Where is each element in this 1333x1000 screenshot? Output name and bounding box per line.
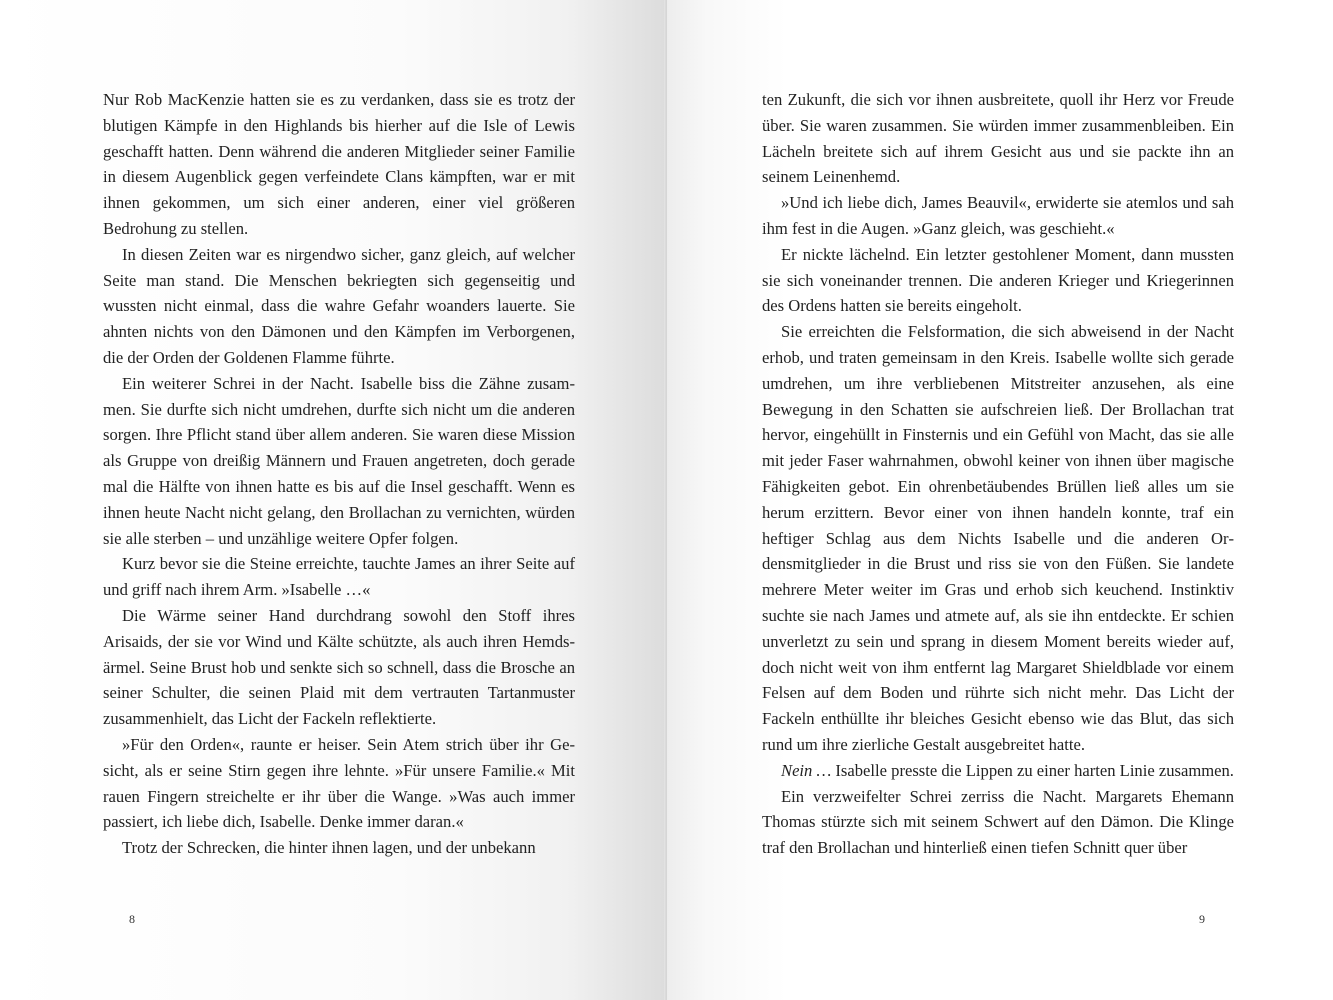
paragraph: Nur Rob MacKenzie hatten sie es zu verdanken, dass sie es trotz der blutigen Kämpfe in den Highlands bis hierher auf die Isle of Lewis geschafft hatten. Denn während die anderen Mitglieder seiner Familie in diesem Augenblick gegen verfeindete Clans kämpften, war er mit ihnen gekommen, um sich einer anderen, einer viel größeren Bedrohung zu stellen. [103,90,575,238]
paragraph: In diesen Zeiten war es nirgendwo sicher, ganz gleich, auf welcher Seite man stand. Die Menschen bekriegten sich gegenseitig und wussten nicht einmal, dass die wahre Gefahr woanders lauerte. Sie ahnten nichts von den Dämonen und den Kämpfen im Verborgenen, die der Orden der Goldenen Flamme führte. [103,244,575,367]
paragraph: Die Wärme seiner Hand durchdrang sowohl den Stoff ihres Arisaids, der sie vor Wind und Kälte schützte, als auch ihren Hemdsärmel. Seine Brust hob und senkte sich so schnell, dass die Brosche an seiner Schulter, die seinen Plaid mit dem vertrauten Tartanmuster zusammenhielt, das Licht der Fackeln reflektierte. [103,605,575,729]
paragraph: »Und ich liebe dich, James Beauvil«, erwiderte sie atemlos und sah ihm fest in die Augen. »Ganz gleich, was geschieht.« [762,193,1234,238]
paragraph [762,758,1234,784]
right-page [667,0,1333,1000]
page-number: 9 [1199,912,1205,926]
paragraph: ten Zukunft, die sich vor ihnen ausbreitete, quoll ihr Herz vor Freude über. Sie waren zusammen. Sie würden immer zusammenbleiben. Ein Lächeln breitete sich auf ihrem Gesicht aus und sie packte ihn an seinem Leinenhemd. [762,90,1234,187]
paragraph: Trotz der Schrecken, die hinter ihnen lagen, und der unbekann [122,838,536,858]
right-page-text [762,87,1234,861]
paragraph: »Für den Orden«, raunte er heiser. Sein Atem strich über ihr Gesicht, als er seine Stirn gegen ihre lehnte. »Für unsere Familie.« Mit rauen Fingern streichelte er ihr über die Wange. »Was auch immer passiert, ich liebe dich, Isabelle. Denke immer daran.« [103,734,575,832]
italic-lead: Nein … [781,760,832,780]
paragraph: Sie erreichten die Felsformation, die sich abweisend in der Nacht erhob, und traten gemeinsam in den Kreis. Isabelle wollte sich gerade umdrehen, um ihre verbliebenen Mitstreiter anzusehen, als eine Bewegung in den Schatten sie aufschreien ließ. Der Brollachan trat hervor, eingehüllt in Finsternis und ein Gefühl von Macht, das sie alle mit jeder Faser wahrnahmen, obwohl keiner von ihnen über magische Fähigkeiten gebot. Ein ohrenbetäubendes Brüllen ließ alles um sie herum erzittern. Bevor einer von ihnen handeln konnte, traf ein heftiger Schlag aus dem Nichts Isabelle und die anderen Ordensmitglieder in die Brust und riss sie von den Füßen. Sie landete mehrere Meter weiter im Gras und erhob sich keuchend. Instinktiv suchte sie nach James und atmete auf, als sie ihn entdeckte. Er schien unverletzt zu sein und sprang in diesem Moment bereits wieder auf, doch nicht weit von ihm entfernt lag Margaret Shieldblade vor einem Felsen auf dem Boden und rührte sich nicht mehr. Das Licht der Fackeln enthüllte ihr bleiches Gesicht ebenso wie das Blut, das sich rund um ihre zierliche Gestalt ausgebreitet hatte. [762,322,1234,754]
paragraph: Ein verzweifelter Schrei zerriss die Nacht. Margarets Ehemann Thomas stürzte sich mit seinem Schwert auf den Dämon. Die Klinge traf den Brollachan und hinterließ einen tiefen Schnitt quer über [762,786,1234,858]
paragraph: Ein weiterer Schrei in der Nacht. Isabelle biss die Zähne zusammen. Sie durfte sich nicht umdrehen, durfte sich nicht um die anderen sorgen. Ihre Pflicht stand über allem anderen. Sie waren diese Mission als Gruppe von dreißig Männern und Frauen angetreten, doch gerade mal die Hälfte von ihnen hatte es bis auf die Insel geschafft. Wenn es ihnen heute Nacht nicht gelang, den Brollachan zu vernichten, würden sie alle sterben – und unzählige weitere Opfer folgen. [103,373,575,548]
page-number: 8 [129,912,135,926]
paragraph: Er nickte lächelnd. Ein letzter gestohlener Moment, dann mussten sie sich voneinander trennen. Die anderen Krieger und Kriegerinnen des Ordens hatten sie bereits eingeholt. [762,244,1234,316]
left-page-text [103,87,575,861]
paragraph-text: Isabelle presste die Lippen zu einer harten Linie zusammen. [835,760,1234,780]
paragraph: Kurz bevor sie die Steine erreichte, tauchte James an ihrer Seite auf und griff nach ihrem Arm. »Isabelle …« [103,554,575,600]
